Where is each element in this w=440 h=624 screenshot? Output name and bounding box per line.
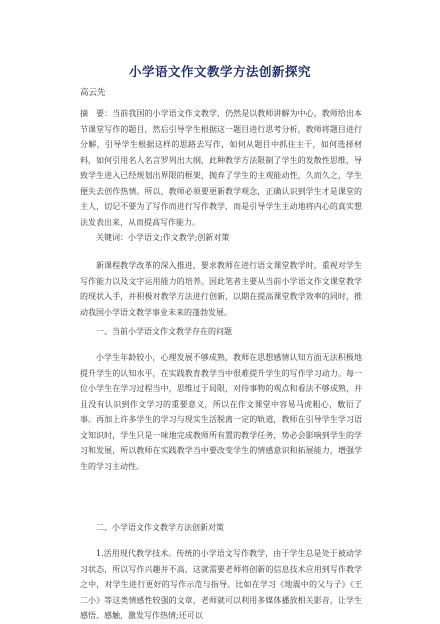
section-heading-1: 一、当前小学语文作文教学存在的问题 bbox=[96, 327, 232, 336]
author-name: 高云先 bbox=[80, 88, 106, 98]
paper-title: 小学语文作文教学方法创新探究 bbox=[128, 64, 311, 79]
paragraph-problems: 小学生年龄较小，心理发展不够成熟，教师在思想感情认知方面无法积极地提升学生的认知水平，在实践教育教学当中很难提升学生的写作学习动力。每一位小学生在学习过程当中，思维过于局限，对待事物的观点和看法不够成熟，并且没有认识到作文学习的重要意义，所以在作文课堂中容易马虎粗心，敷衍了事。再加上许多学生的学习与现实生活脱离一定的轨道，教师在引导学生学习语文知识时，学生只是一味地完成教师所有置的教学任务，势必会影响到学生的学习和发展，所以教师在实践教学当中要改变学生的情感意识和拓展能力，增强学生的学习主动性。 bbox=[80, 353, 362, 471]
paragraph-intro: 新课程教学改革的深入推进，要求教师在进行语文课堂教学时，重视对学生写作能力以及文字运用能力的培养。因此笔者主要从当前小学语文作文课堂教学的现状入手，并积极对教学方法进行创新，以期在提高课堂教学效率的同时，推动我国小学语文教学事业未来的蓬勃发展。 bbox=[80, 261, 362, 317]
section-heading-2: 二、小学语文作文教学方法创新对策 bbox=[96, 523, 224, 532]
paragraph-strategies: 1.活用现代教学技术。传统的小学语文写作教学，由于学生总是处于被动学习状态，所以写作兴趣并不高，这就需要老师将创新的信息技术应用到写作教学之中，对学生进行更好的写作示范与指导。比如在学习《地震中的父与子》《王二小》等这类情感性较强的文章，老师就可以利用多媒体播放相关影音，让学生感悟、感触，激发写作热情;还可以 bbox=[80, 549, 362, 620]
abstract-text: 当前我国的小学语文作文教学，仍然是以教师讲解为中心，教师给出本节课堂写作的题目，然后引导学生根据这一题目进行思考分析，教师将题目进行分解，引导学生根据这样的思路去写作，如何从题目中抓住主干，如何选择材料，如何引用名人名言罗列出大纲，此种教学方法限制了学生的发散性思维，导致学生进入已经规划出界限的框架，抛弃了学生的主观能动性，久而久之，学生便失去创作热情。所以，教师必须要更新教学观念，正确认识到学生才是课堂的主人，切记不要为了写作而进行写作教学，而是引导学生主动地将内心的真实想法发表出来，从而提高写作能力。 bbox=[80, 109, 363, 227]
keywords: 关键词：小学语文;作文教学;创新对策 bbox=[96, 233, 230, 242]
abstract bbox=[80, 106, 362, 230]
abstract-label: 摘 要： bbox=[80, 109, 113, 118]
